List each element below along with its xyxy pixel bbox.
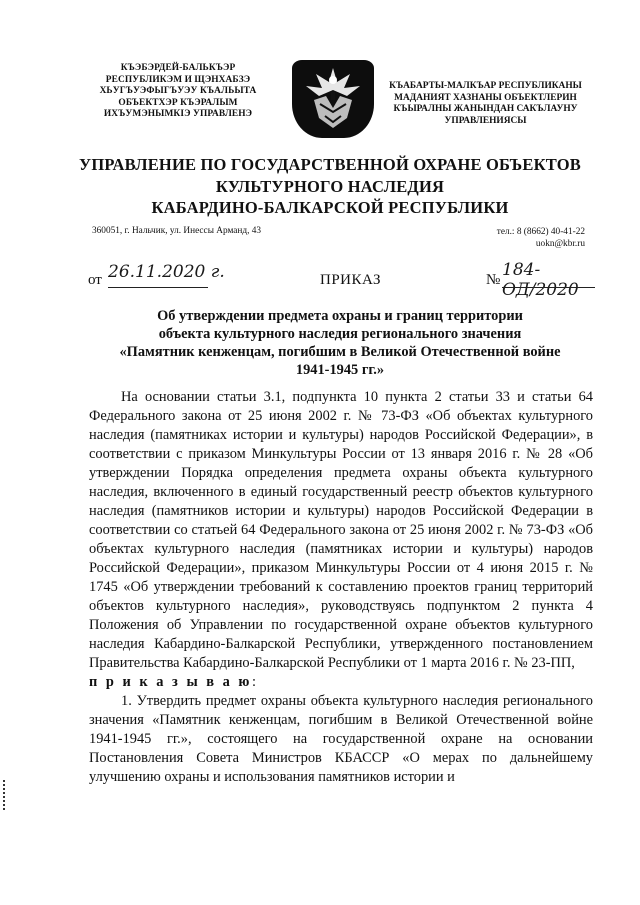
header-left-line: ХЬУГЪУЭФЫГЪУЭУ КЪАЛЬЫТА	[99, 86, 257, 97]
directive-colon: :	[251, 674, 256, 690]
order-subject	[70, 307, 610, 379]
order-date-handwritten: 26.11.2020 г.	[108, 262, 225, 282]
contact-info	[497, 226, 585, 250]
coat-of-arms-icon	[292, 60, 374, 138]
header-left-kabardian	[88, 63, 268, 121]
header-left-line: ОБЪЕКТХЭР КЪЭРАЛЫМ	[118, 97, 238, 108]
number-prefix: №	[486, 272, 501, 288]
organization-title	[40, 154, 620, 219]
order-header-row	[88, 260, 593, 300]
date-prefix: от	[88, 272, 102, 288]
org-title-line: КАБАРДИНО-БАЛКАРСКОЙ РЕСПУБЛИКИ	[151, 198, 509, 217]
header-right-line: КЪАБАРТЫ-МАЛКЪАР РЕСПУБЛИКАНЫ	[389, 81, 582, 91]
email-address: uokn@kbr.ru	[535, 239, 585, 249]
scan-margin-mark	[3, 780, 8, 810]
preamble-paragraph: На основании статьи 3.1, подпункта 10 пункта 2 статьи 33 и статьи 64 Федерального закона от 25 июня 2002 г. № 73-ФЗ «Об объектах культурного наследия (памятниках истории и культуры) народов Российской Федерации», в соответствии с приказом Минкультуры России от 13 января 2016 г. № 28 «Об утверждении Порядка определения предмета охраны объекта культурного наследия, включенного в единый государственный реестр объектов культурного наследия (памятников истории и культуры) народов Российской Федерации в соответствии со статьей 64 Федерального закона от 25 июня 2002 г. № 73-ФЗ «Об объектах культурного наследия (памятниках истории и культуры) народов Российской Федерации», приказом Минкультуры России от 4 июня 2015 г. № 1745 «Об утверждении требований к составлению проектов границ территорий объектов культурного наследия», руководствуясь подпунктом 2 пункта 4 Положения об Управлении по государственной охране объектов культурного наследия Кабардино-Балкарской Республики, утвержденного постановлением Правительства Кабардино-Балкарской Республики от 1 марта 2016 г. № 23-ПП,	[89, 389, 593, 671]
header-right-line: КЪЫРАЛНЫ ЖАНЫНДАН САКЪЛАУНУ	[393, 104, 578, 115]
order-directive	[89, 673, 593, 692]
header-right-balkar	[378, 81, 593, 127]
phone-number: тел.: 8 (8662) 40-41-22	[496, 227, 585, 237]
org-title-line: УПРАВЛЕНИЕ ПО ГОСУДАРСТВЕННОЙ ОХРАНЕ ОБЪЕКТОВ	[79, 155, 581, 174]
order-body	[89, 388, 593, 787]
document-type-title: ПРИКАЗ	[320, 272, 381, 288]
header-left-line: РЕСПУБЛИКЭМ И ЩЭНХАБЗЭ	[105, 74, 251, 85]
subject-line: Об утверждении предмета охраны и границ территории	[157, 308, 523, 324]
header-left-line: КЪЭБЭРДЕЙ-БАЛЬКЪЭР	[120, 63, 236, 73]
number-underline	[502, 287, 595, 288]
header-right-line: МАДАНИЯТ ХАЗНАНЫ ОБЪЕКТЛЕРИН	[394, 92, 577, 103]
date-underline	[108, 287, 208, 288]
subject-line: объекта культурного наследия регионального значения	[158, 326, 522, 342]
header-right-line: УПРАВЛЕНИЯСЫ	[444, 115, 527, 126]
order-number-handwritten: 184-ОД/2020	[502, 260, 579, 300]
order-item-1: 1. Утвердить предмет охраны объекта культурного наследия регионального значения «Памятник кенженцам, погибшим в Великой Отечественной войне 1941-1945 гг.», состоящего на государственной охране на основании Постановления Совета Министров КБАССР «О мерах по дальнейшему улучшению охраны и использования памятников истории и	[89, 693, 593, 785]
prikazyvayu-word: п р и к а з ы в а ю	[89, 674, 252, 690]
org-title-line: КУЛЬТУРНОГО НАСЛЕДИЯ	[215, 176, 445, 196]
subject-line: «Памятник кенженцам, погибшим в Великой Отечественной войне	[119, 344, 561, 360]
header-left-line: ИХЪУМЭНЫМКIЭ УПРАВЛЕНЭ	[103, 109, 253, 120]
subject-line: 1941-1945 гг.»	[295, 362, 385, 378]
postal-address: 360051, г. Нальчик, ул. Инессы Арманд, 43	[92, 226, 262, 236]
